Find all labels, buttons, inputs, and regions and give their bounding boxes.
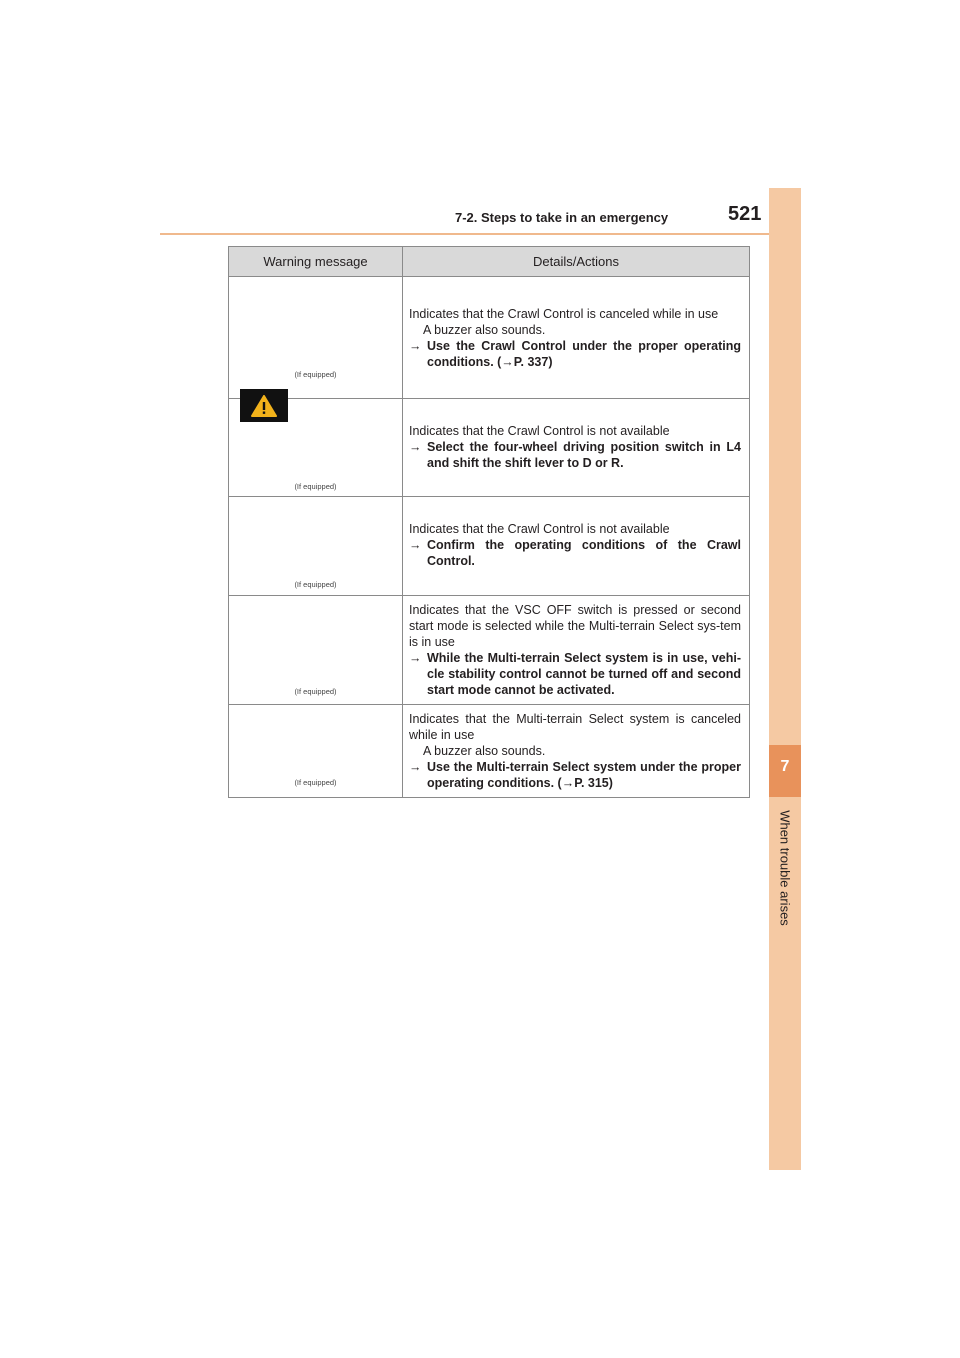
table-row <box>229 497 750 596</box>
detail-note: A buzzer also sounds. <box>423 323 546 337</box>
table-row <box>229 596 750 705</box>
detail-text: Indicates that the Crawl Control is canceled while in use <box>409 307 719 321</box>
chapter-number: 7 <box>780 758 790 775</box>
if-equipped-label: (If equipped) <box>294 370 337 379</box>
table-row <box>229 705 750 798</box>
action-label: Use the Multi-terrain Select system under the proper operating conditions. (→P. 315) <box>427 760 741 790</box>
if-equipped-label: (If equipped) <box>294 482 337 491</box>
details-cell <box>403 596 750 705</box>
warning-message-cell <box>229 596 403 705</box>
arrow-icon: → <box>409 440 422 454</box>
action-label: Confirm the operating conditions of the Crawl Control. <box>427 538 741 568</box>
detail-text: Indicates that the Multi-terrain Select system is canceled while in use <box>409 712 741 742</box>
warning-message-cell <box>229 497 403 596</box>
table-header-row <box>229 247 750 277</box>
warning-message-cell <box>229 399 403 497</box>
details-cell <box>403 277 750 399</box>
if-equipped-label: (If equipped) <box>294 778 337 787</box>
table-row <box>229 399 750 497</box>
if-equipped-label: (If equipped) <box>294 580 337 589</box>
col-header-details-actions: Details/Actions <box>403 247 750 277</box>
arrow-icon: → <box>409 651 422 665</box>
arrow-icon: → <box>409 760 422 774</box>
action-text <box>409 759 741 791</box>
warning-message-table <box>228 246 750 798</box>
detail-text: Indicates that the Crawl Control is not available <box>409 522 670 536</box>
action-label: While the Multi-terrain Select system is in use, vehi-cle stability control cannot be turned off and second start mode cannot be activated. <box>427 651 741 697</box>
section-title: 7-2. Steps to take in an emergency <box>455 210 669 225</box>
action-text <box>409 650 741 698</box>
action-text <box>409 338 741 370</box>
action-label: Select the four-wheel driving position switch in L4 and shift the shift lever to D or R. <box>427 440 741 470</box>
table-row <box>229 277 750 399</box>
detail-text: Indicates that the VSC OFF switch is pressed or second start mode is selected while the Multi-terrain Select sys-tem is in use <box>409 603 741 649</box>
header-rule <box>160 233 800 235</box>
details-cell <box>403 497 750 596</box>
action-text <box>409 537 741 569</box>
action-text <box>409 439 741 471</box>
page-number: 521 <box>728 203 762 225</box>
chapter-side-tab <box>769 188 801 1170</box>
col-header-warning-message: Warning message <box>229 247 403 277</box>
detail-note: A buzzer also sounds. <box>423 744 546 758</box>
if-equipped-label: (If equipped) <box>294 687 337 696</box>
warning-message-cell <box>229 705 403 798</box>
chapter-label: When trouble arises <box>777 810 793 926</box>
detail-text: Indicates that the Crawl Control is not available <box>409 424 670 438</box>
warning-message-cell <box>229 277 403 399</box>
arrow-icon: → <box>409 538 422 552</box>
arrow-icon: → <box>409 339 422 353</box>
details-cell <box>403 399 750 497</box>
action-label: Use the Crawl Control under the proper operating conditions. (→P. 337) <box>427 339 741 369</box>
details-cell <box>403 705 750 798</box>
